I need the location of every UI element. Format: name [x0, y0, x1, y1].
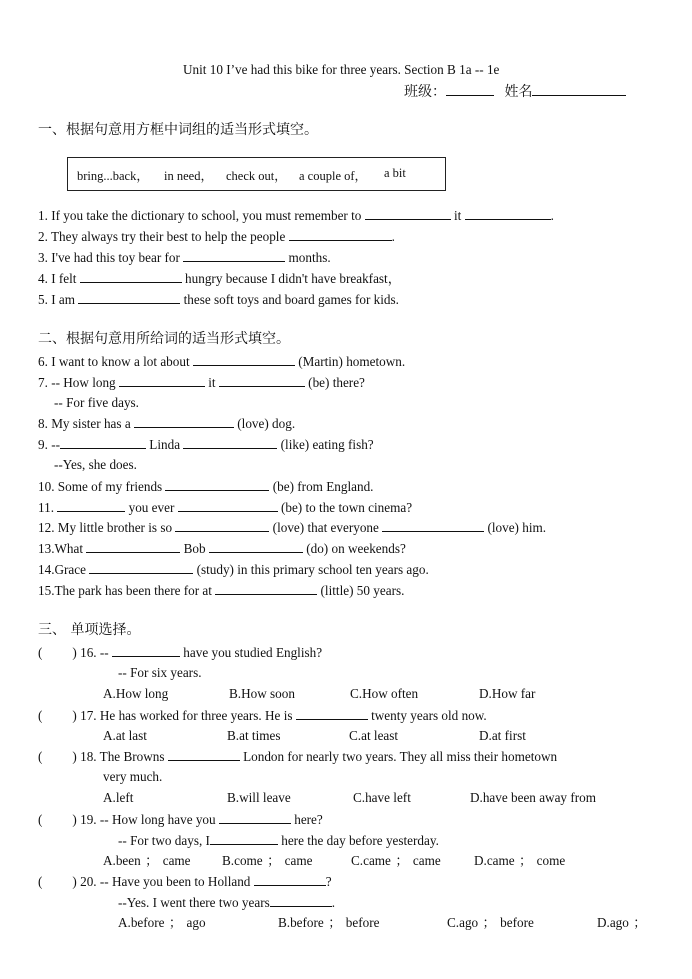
- answer-blank[interactable]: [465, 206, 551, 220]
- option-c[interactable]: C.came ； came: [351, 853, 441, 868]
- section3-heading: 三、 单项选择。: [38, 622, 141, 638]
- answer-blank[interactable]: [86, 539, 180, 553]
- question-5: 5. I am these soft toys and board games for kids.: [38, 292, 399, 307]
- question-20-reply: --Yes. I went there two years .: [118, 895, 336, 910]
- option-d[interactable]: D.have been away from: [470, 790, 596, 805]
- question-3: 3. I've had this toy bear for months.: [38, 250, 331, 265]
- option-b[interactable]: B.before ； before: [278, 915, 380, 930]
- answer-blank[interactable]: [80, 269, 182, 283]
- question-16: ( ) 16. -- have you studied English?: [38, 645, 323, 660]
- question-9-reply: --Yes, she does.: [54, 457, 137, 472]
- option-b[interactable]: B.How soon: [229, 686, 295, 701]
- option-d[interactable]: D.came ； come: [474, 853, 566, 868]
- question-6: 6. I want to know a lot about (Martin) hometown.: [38, 354, 406, 369]
- question-17: ( ) 17. He has worked for three years. He is twenty years old now.: [38, 708, 487, 723]
- worksheet-title: Unit 10 I’ve had this bike for three years. Section B 1a -- 1e: [183, 62, 500, 77]
- name-label: 姓名: [504, 84, 533, 100]
- question-1: 1. If you take the dictionary to school, you must remember to it .: [38, 208, 554, 223]
- answer-blank[interactable]: [210, 831, 278, 845]
- answer-blank[interactable]: [175, 518, 269, 532]
- phrase-item: check out，: [226, 169, 287, 183]
- answer-blank[interactable]: [112, 643, 180, 657]
- answer-blank[interactable]: [183, 248, 285, 262]
- option-a[interactable]: A.How long: [103, 686, 169, 701]
- answer-blank[interactable]: [365, 206, 451, 220]
- section1-heading: 一、根据句意用方框中词组的适当形式填空。: [38, 122, 318, 138]
- question-19: ( ) 19. -- How long have you here?: [38, 812, 323, 827]
- answer-blank[interactable]: [168, 747, 240, 761]
- answer-blank[interactable]: [289, 227, 392, 241]
- option-c[interactable]: C.ago ； before: [447, 915, 534, 930]
- class-label: 班级：: [404, 84, 446, 100]
- question-16-reply: -- For six years.: [118, 665, 202, 680]
- name-blank[interactable]: [532, 82, 626, 96]
- question-20-options: [118, 914, 688, 932]
- answer-blank[interactable]: [119, 373, 205, 387]
- answer-blank[interactable]: [89, 560, 193, 574]
- question-13: 13.What Bob (do) on weekends?: [38, 541, 406, 556]
- section2-heading: 二、根据句意用所给词的适当形式填空。: [38, 331, 290, 347]
- question-15: 15.The park has been there for at (little) 50 years.: [38, 583, 405, 598]
- option-b[interactable]: B.at times: [227, 728, 281, 743]
- option-d[interactable]: D.How far: [479, 686, 536, 701]
- question-7: 7. -- How long it (be) there?: [38, 375, 365, 390]
- class-name-line: [404, 82, 626, 101]
- question-16-options: [103, 685, 683, 703]
- answer-blank[interactable]: [165, 477, 269, 491]
- phrase-item: in need，: [164, 169, 213, 183]
- option-a[interactable]: A.before ； ago: [118, 915, 206, 930]
- question-18: ( ) 18. The Browns London for nearly two years. They all miss their hometown: [38, 749, 558, 764]
- question-14: 14.Grace (study) in this primary school ten years ago.: [38, 562, 429, 577]
- question-19-reply: -- For two days, I here the day before yesterday.: [118, 833, 439, 848]
- question-12: 12. My little brother is so (love) that everyone (love) him.: [38, 520, 547, 535]
- answer-blank[interactable]: [78, 290, 180, 304]
- question-18-options: [103, 789, 683, 807]
- phrase-item: bring...back，: [77, 169, 149, 183]
- option-a[interactable]: A.at last: [103, 728, 147, 743]
- option-d[interactable]: D.ago ；: [597, 915, 647, 930]
- answer-blank[interactable]: [270, 893, 332, 907]
- question-18-continuation: very much.: [103, 769, 163, 784]
- answer-blank[interactable]: [183, 435, 277, 449]
- option-c[interactable]: C.at least: [349, 728, 399, 743]
- answer-blank[interactable]: [219, 810, 291, 824]
- option-c[interactable]: C.How often: [350, 686, 419, 701]
- answer-paren-open: (: [38, 645, 43, 660]
- answer-blank[interactable]: [296, 706, 368, 720]
- answer-blank[interactable]: [215, 581, 317, 595]
- class-blank[interactable]: [446, 82, 494, 96]
- option-b[interactable]: B.come ； came: [222, 853, 313, 868]
- answer-blank[interactable]: [382, 518, 484, 532]
- question-7-reply: -- For five days.: [54, 395, 139, 410]
- option-d[interactable]: D.at first: [479, 728, 526, 743]
- question-20: ( ) 20. -- Have you been to Holland ?: [38, 874, 332, 889]
- answer-blank[interactable]: [178, 498, 278, 512]
- question-2: 2. They always try their best to help the people .: [38, 229, 395, 244]
- answer-blank[interactable]: [193, 352, 295, 366]
- question-11: 11. you ever (be) to the town cinema?: [38, 500, 413, 515]
- question-4: 4. I felt hungry because I didn't have breakfast，: [38, 271, 401, 286]
- answer-blank[interactable]: [254, 872, 326, 886]
- answer-blank[interactable]: [209, 539, 303, 553]
- option-c[interactable]: C.have left: [353, 790, 411, 805]
- option-a[interactable]: A.left: [103, 790, 134, 805]
- question-9: 9. -- Linda (like) eating fish?: [38, 437, 374, 452]
- phrase-item: a couple of，: [299, 169, 368, 183]
- question-17-options: [103, 727, 683, 745]
- phrase-item: a bit: [384, 166, 406, 180]
- option-b[interactable]: B.will leave: [227, 790, 291, 805]
- question-10: 10. Some of my friends (be) from England.: [38, 479, 374, 494]
- question-8: 8. My sister has a (love) dog.: [38, 416, 296, 431]
- answer-blank[interactable]: [134, 414, 234, 428]
- answer-blank[interactable]: [57, 498, 125, 512]
- answer-blank[interactable]: [60, 435, 146, 449]
- option-a[interactable]: A.been ； came: [103, 853, 191, 868]
- question-19-options: [103, 852, 683, 870]
- answer-blank[interactable]: [219, 373, 305, 387]
- answer-paren-close: ): [72, 645, 77, 660]
- phrase-box: [67, 157, 446, 191]
